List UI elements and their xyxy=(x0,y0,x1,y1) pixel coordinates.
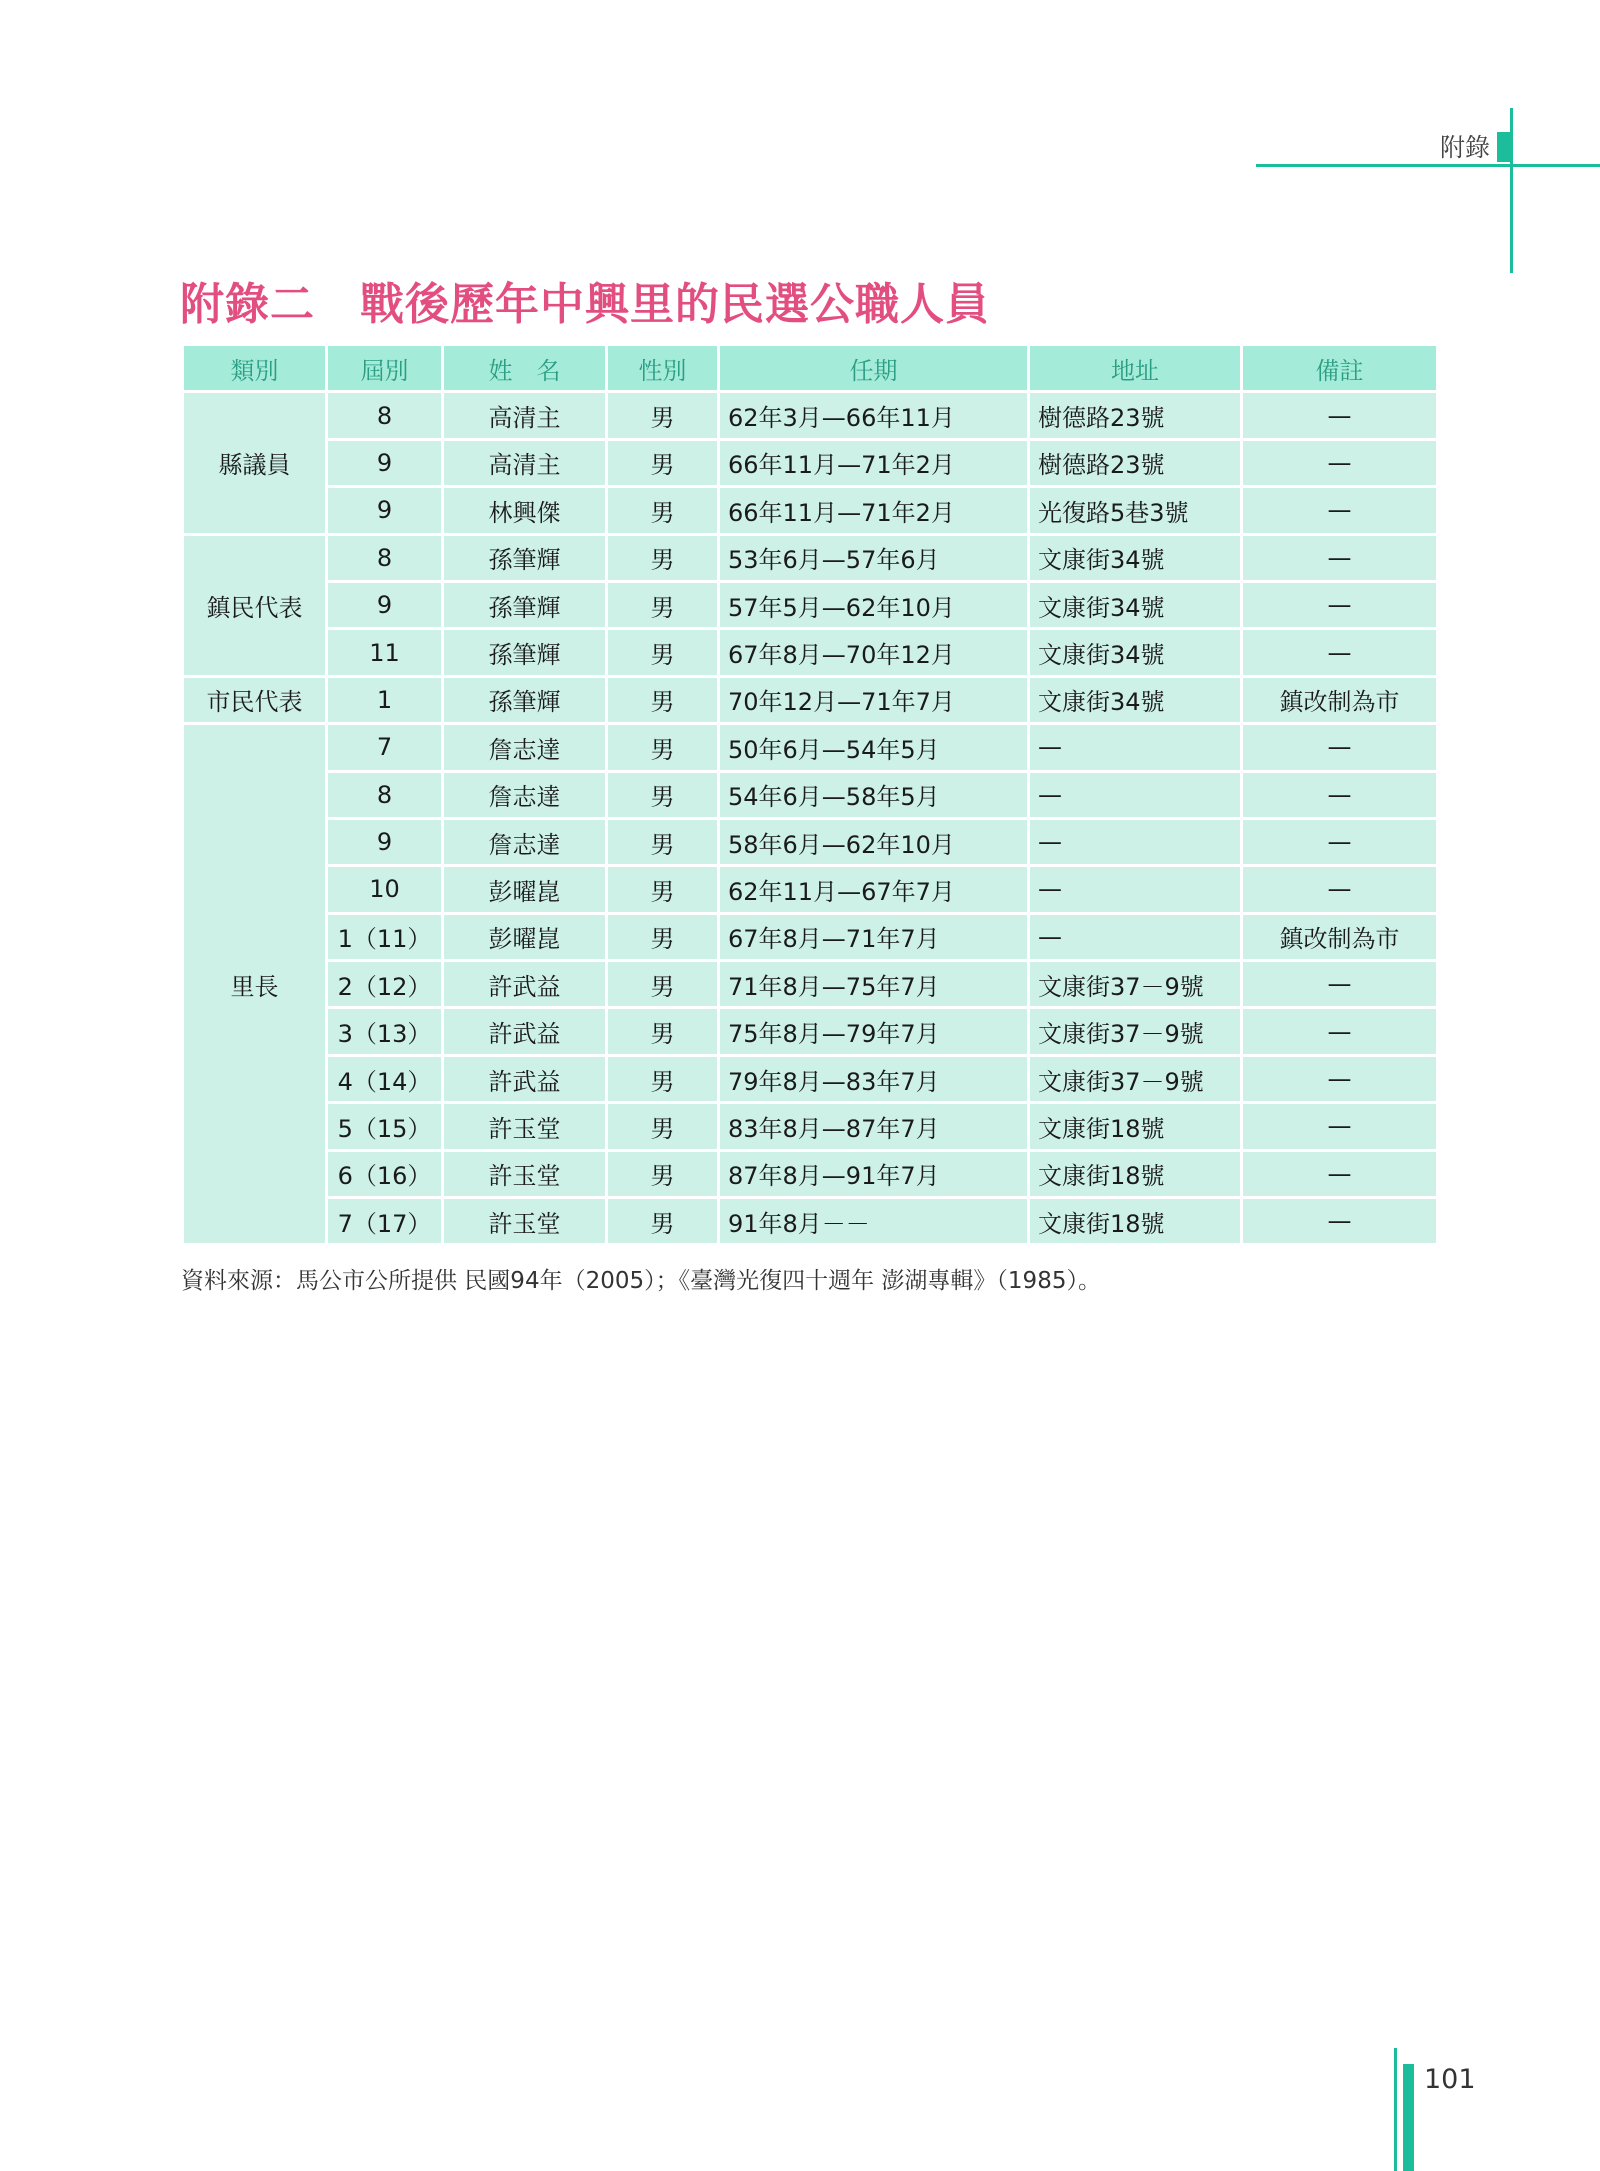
remarks-cell: — xyxy=(1242,487,1438,534)
gender-cell: 男 xyxy=(607,1103,719,1150)
name-cell: 許武益 xyxy=(443,1055,607,1102)
table-row xyxy=(183,818,1438,865)
table-header-row xyxy=(183,345,1438,392)
tenure-cell: 75年8月—79年7月 xyxy=(719,1008,1029,1055)
remarks-cell: — xyxy=(1242,1150,1438,1197)
name-cell: 孫筆輝 xyxy=(443,629,607,676)
term-number-cell: 1（11） xyxy=(327,913,443,960)
name-cell: 許玉堂 xyxy=(443,1150,607,1197)
remarks-cell: — xyxy=(1242,629,1438,676)
address-cell: 文康街37－9號 xyxy=(1029,1055,1242,1102)
table-row xyxy=(183,392,1438,439)
term-number-cell: 6（16） xyxy=(327,1150,443,1197)
name-cell: 高清主 xyxy=(443,392,607,439)
officials-table-container xyxy=(181,343,1436,1246)
name-cell: 彭曜崑 xyxy=(443,866,607,913)
remarks-cell: — xyxy=(1242,1008,1438,1055)
page-number-bar-thin xyxy=(1394,2048,1397,2171)
address-cell: 光復路5巷3號 xyxy=(1029,487,1242,534)
name-cell: 詹志達 xyxy=(443,818,607,865)
term-number-cell: 1 xyxy=(327,676,443,723)
page-title: 附錄二 戰後歷年中興里的民選公職人員 xyxy=(180,279,990,330)
term-number-cell: 9 xyxy=(327,487,443,534)
header-gender: 性別 xyxy=(607,345,719,392)
tenure-cell: 50年6月—54年5月 xyxy=(719,724,1029,771)
name-cell: 詹志達 xyxy=(443,724,607,771)
term-number-cell: 11 xyxy=(327,629,443,676)
gender-cell: 男 xyxy=(607,581,719,628)
category-cell: 市民代表 xyxy=(183,676,327,723)
tenure-cell: 91年8月－－ xyxy=(719,1198,1029,1245)
source-note: 資料來源：馬公市公所提供 民國94年（2005）；《臺灣光復四十週年 澎湖專輯》（1985）。 xyxy=(181,1268,1101,1294)
term-number-cell: 9 xyxy=(327,581,443,628)
gender-cell: 男 xyxy=(607,676,719,723)
address-cell: 樹德路23號 xyxy=(1029,439,1242,486)
table-row xyxy=(183,913,1438,960)
page-number: 101 xyxy=(1424,2064,1476,2095)
tenure-cell: 58年6月—62年10月 xyxy=(719,818,1029,865)
remarks-cell: — xyxy=(1242,1198,1438,1245)
table-row xyxy=(183,581,1438,628)
tenure-cell: 66年11月—71年2月 xyxy=(719,487,1029,534)
address-cell: 文康街18號 xyxy=(1029,1103,1242,1150)
address-cell: 文康街18號 xyxy=(1029,1198,1242,1245)
address-cell: — xyxy=(1029,771,1242,818)
header-address: 地址 xyxy=(1029,345,1242,392)
name-cell: 許玉堂 xyxy=(443,1103,607,1150)
gender-cell: 男 xyxy=(607,913,719,960)
table-row xyxy=(183,534,1438,581)
table-row xyxy=(183,771,1438,818)
name-cell: 孫筆輝 xyxy=(443,676,607,723)
gender-cell: 男 xyxy=(607,534,719,581)
tenure-cell: 83年8月—87年7月 xyxy=(719,1103,1029,1150)
address-cell: 文康街34號 xyxy=(1029,534,1242,581)
address-cell: — xyxy=(1029,818,1242,865)
name-cell: 許武益 xyxy=(443,961,607,1008)
table-row xyxy=(183,961,1438,1008)
header-tenure: 任期 xyxy=(719,345,1029,392)
tenure-cell: 62年3月—66年11月 xyxy=(719,392,1029,439)
table-body xyxy=(183,392,1438,1245)
term-number-cell: 3（13） xyxy=(327,1008,443,1055)
remarks-cell: — xyxy=(1242,724,1438,771)
gender-cell: 男 xyxy=(607,1150,719,1197)
tenure-cell: 62年11月—67年7月 xyxy=(719,866,1029,913)
tenure-cell: 71年8月—75年7月 xyxy=(719,961,1029,1008)
remarks-cell: — xyxy=(1242,771,1438,818)
address-cell: — xyxy=(1029,913,1242,960)
term-number-cell: 7（17） xyxy=(327,1198,443,1245)
remarks-cell: — xyxy=(1242,534,1438,581)
address-cell: 文康街18號 xyxy=(1029,1150,1242,1197)
header-term-number: 屆別 xyxy=(327,345,443,392)
remarks-cell: — xyxy=(1242,392,1438,439)
term-number-cell: 2（12） xyxy=(327,961,443,1008)
tenure-cell: 57年5月—62年10月 xyxy=(719,581,1029,628)
term-number-cell: 5（15） xyxy=(327,1103,443,1150)
name-cell: 孫筆輝 xyxy=(443,534,607,581)
address-cell: 文康街34號 xyxy=(1029,629,1242,676)
gender-cell: 男 xyxy=(607,1008,719,1055)
category-cell: 縣議員 xyxy=(183,392,327,534)
header-remarks: 備註 xyxy=(1242,345,1438,392)
remarks-cell: — xyxy=(1242,581,1438,628)
gender-cell: 男 xyxy=(607,866,719,913)
table-row xyxy=(183,629,1438,676)
gender-cell: 男 xyxy=(607,961,719,1008)
page-header xyxy=(0,0,1600,280)
page-number-bar xyxy=(1403,2064,1414,2171)
gender-cell: 男 xyxy=(607,818,719,865)
tenure-cell: 53年6月—57年6月 xyxy=(719,534,1029,581)
remarks-cell: — xyxy=(1242,1103,1438,1150)
tenure-cell: 66年11月—71年2月 xyxy=(719,439,1029,486)
tenure-cell: 67年8月—70年12月 xyxy=(719,629,1029,676)
gender-cell: 男 xyxy=(607,1055,719,1102)
table-row xyxy=(183,866,1438,913)
section-label: 附錄 xyxy=(1439,133,1490,162)
term-number-cell: 10 xyxy=(327,866,443,913)
table-row xyxy=(183,1103,1438,1150)
table-row xyxy=(183,1008,1438,1055)
remarks-cell: — xyxy=(1242,818,1438,865)
term-number-cell: 9 xyxy=(327,818,443,865)
header-horizontal-rule xyxy=(1256,164,1600,167)
tenure-cell: 54年6月—58年5月 xyxy=(719,771,1029,818)
term-number-cell: 8 xyxy=(327,534,443,581)
name-cell: 許玉堂 xyxy=(443,1198,607,1245)
term-number-cell: 4（14） xyxy=(327,1055,443,1102)
address-cell: 文康街34號 xyxy=(1029,676,1242,723)
name-cell: 孫筆輝 xyxy=(443,581,607,628)
tenure-cell: 67年8月—71年7月 xyxy=(719,913,1029,960)
table-row xyxy=(183,1150,1438,1197)
term-number-cell: 8 xyxy=(327,771,443,818)
name-cell: 許武益 xyxy=(443,1008,607,1055)
tenure-cell: 79年8月—83年7月 xyxy=(719,1055,1029,1102)
name-cell: 詹志達 xyxy=(443,771,607,818)
remarks-cell: — xyxy=(1242,1055,1438,1102)
table-row xyxy=(183,676,1438,723)
officials-table xyxy=(181,343,1439,1246)
gender-cell: 男 xyxy=(607,487,719,534)
term-number-cell: 7 xyxy=(327,724,443,771)
gender-cell: 男 xyxy=(607,724,719,771)
name-cell: 高清主 xyxy=(443,439,607,486)
name-cell: 林興傑 xyxy=(443,487,607,534)
table-row xyxy=(183,439,1438,486)
table-row xyxy=(183,1198,1438,1245)
category-cell: 里長 xyxy=(183,724,327,1245)
remarks-cell: — xyxy=(1242,439,1438,486)
tenure-cell: 70年12月—71年7月 xyxy=(719,676,1029,723)
remarks-cell: — xyxy=(1242,961,1438,1008)
remarks-cell: — xyxy=(1242,866,1438,913)
gender-cell: 男 xyxy=(607,1198,719,1245)
header-category: 類別 xyxy=(183,345,327,392)
address-cell: — xyxy=(1029,866,1242,913)
table-row xyxy=(183,487,1438,534)
gender-cell: 男 xyxy=(607,392,719,439)
remarks-cell: 鎮改制為市 xyxy=(1242,676,1438,723)
category-cell: 鎮民代表 xyxy=(183,534,327,676)
remarks-cell: 鎮改制為市 xyxy=(1242,913,1438,960)
table-row xyxy=(183,1055,1438,1102)
address-cell: 文康街34號 xyxy=(1029,581,1242,628)
section-marker xyxy=(1497,132,1511,162)
gender-cell: 男 xyxy=(607,629,719,676)
address-cell: 文康街37－9號 xyxy=(1029,961,1242,1008)
gender-cell: 男 xyxy=(607,771,719,818)
address-cell: 文康街37－9號 xyxy=(1029,1008,1242,1055)
term-number-cell: 8 xyxy=(327,392,443,439)
gender-cell: 男 xyxy=(607,439,719,486)
header-vertical-rule xyxy=(1510,108,1513,273)
tenure-cell: 87年8月—91年7月 xyxy=(719,1150,1029,1197)
name-cell: 彭曜崑 xyxy=(443,913,607,960)
term-number-cell: 9 xyxy=(327,439,443,486)
header-name: 姓 名 xyxy=(443,345,607,392)
address-cell: — xyxy=(1029,724,1242,771)
address-cell: 樹德路23號 xyxy=(1029,392,1242,439)
table-row xyxy=(183,724,1438,771)
